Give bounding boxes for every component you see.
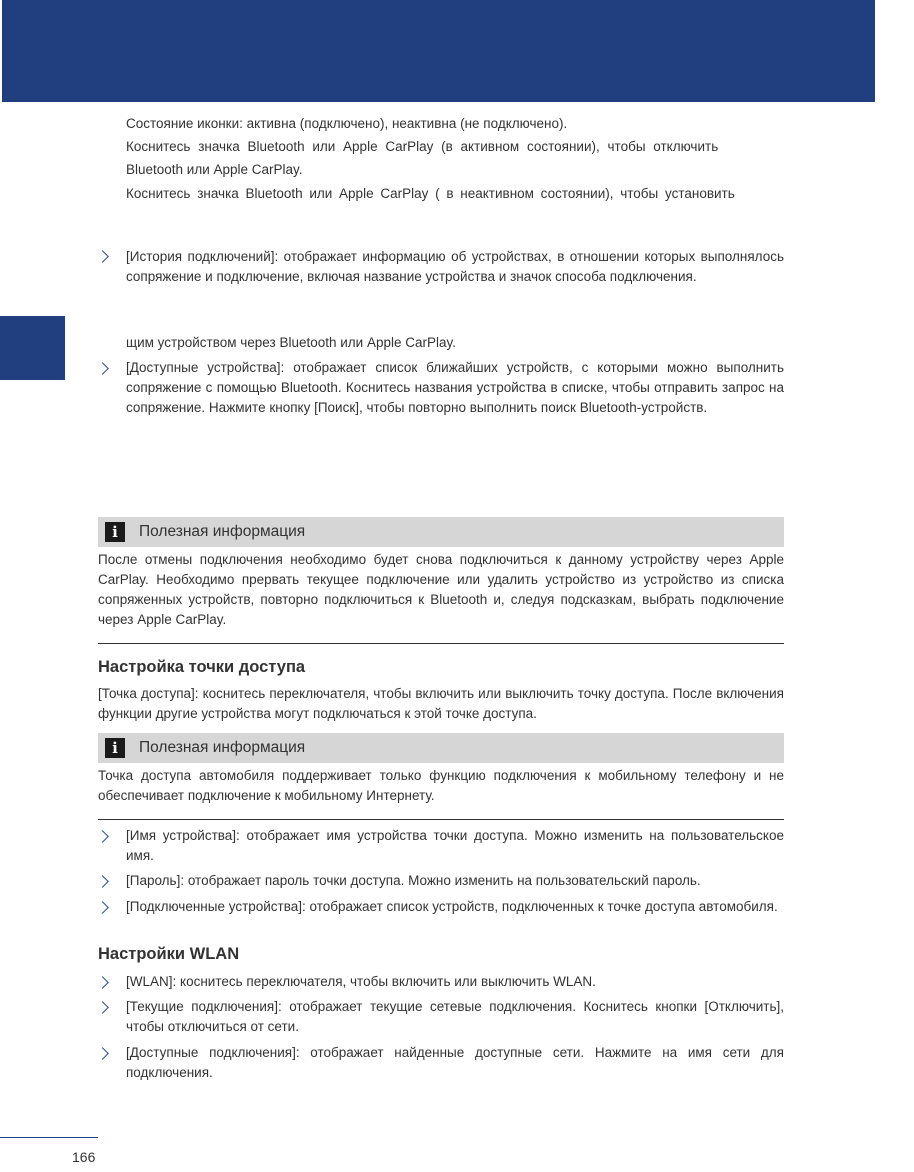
list-item-available-connections: [Доступные подключения]: отображает найденные доступные сети. Нажмите на имя сети для подключения.: [126, 1045, 784, 1080]
divider: [98, 643, 784, 644]
current-device-text: щим устройством через Bluetooth или Apple CarPlay.: [126, 335, 457, 350]
info-box-header: [98, 733, 784, 763]
info-icon: i: [105, 738, 125, 758]
list-item-wlan: [WLAN]: коснитесь переключателя, чтобы включить или выключить WLAN.: [126, 974, 596, 989]
divider: [98, 819, 784, 820]
chevron-right-icon: [98, 246, 107, 267]
chevron-right-icon: [98, 358, 107, 379]
history-item-text: [История подключений]: отображает информацию об устройствах, в отношении которых выполнялось сопряжение и подключение, включая название устройства и значок способа подключения.: [126, 249, 784, 284]
list-item-password: [Пароль]: отображает пароль точки доступа. Можно изменить на пользовательский пароль.: [126, 873, 701, 888]
list-item-connected-devices: [Подключенные устройства]: отображает список устройств, подключенных к точке доступа автомобиля.: [126, 899, 778, 914]
chevron-right-icon: [98, 897, 107, 918]
header-band: [2, 0, 875, 102]
info-box-title: Полезная информация: [139, 739, 306, 756]
chevron-right-icon: [98, 871, 107, 892]
info-box-text: Точка доступа автомобиля поддерживает только функцию подключения к мобильному телефону и не обеспечивает подключение к мобильному Интернету.: [98, 768, 784, 803]
info-box-header: [98, 517, 784, 547]
list-item-current-connections: [Текущие подключения]: отображает текущие сетевые подключения. Коснитесь кнопки [Отключить], чтобы отключиться от сети.: [126, 999, 784, 1034]
tap-connect-text: Коснитесь значка Bluetooth или Apple CarPlay ( в неактивном состоянии), чтобы установить: [126, 186, 735, 201]
section-heading-hotspot: Настройка точки доступа: [98, 658, 306, 676]
list-item-device-name: [Имя устройства]: отображает имя устройства точки доступа. Можно изменить на пользовательское имя.: [126, 828, 784, 863]
info-box-title: Полезная информация: [139, 523, 306, 540]
info-box-text: После отмены подключения необходимо будет снова подключиться к данному устройству через Apple CarPlay. Необходимо прервать текущее подключение или удалить устройство из устройство из списка сопряженных устройств, повторно подключиться к Bluetooth и, следуя подсказкам, выбрать подключение через Apple CarPlay.: [98, 552, 784, 627]
chevron-right-icon: [98, 997, 107, 1018]
chevron-right-icon: [98, 972, 107, 993]
footer-divider: [0, 1137, 98, 1138]
chapter-side-tab: [0, 316, 65, 380]
chevron-right-icon: [98, 826, 107, 847]
page-number: 166: [72, 1149, 96, 1165]
tap-disconnect-text-cont: Bluetooth или Apple CarPlay.: [126, 162, 303, 177]
info-icon: i: [105, 522, 125, 542]
chevron-right-icon: [98, 1043, 107, 1064]
section-heading-wlan: Настройки WLAN: [98, 945, 240, 963]
icon-state-text: Состояние иконки: активна (подключено), неактивна (не подключено).: [126, 116, 568, 131]
hotspot-text: [Точка доступа]: коснитесь переключателя, чтобы включить или выключить точку доступа. После включения функции другие устройства могут подключаться к этой точке доступа.: [98, 686, 784, 721]
available-devices-text: [Доступные устройства]: отображает список ближайших устройств, с которыми можно выполнить сопряжение с помощью Bluetooth. Коснитесь названия устройства в списке, чтобы отправить запрос на сопряжение. Нажмите кнопку [Поиск], чтобы повторно выполнить поиск Bluetooth-устройств.: [126, 360, 784, 415]
tap-disconnect-text: Коснитесь значка Bluetooth или Apple CarPlay (в активном состоянии), чтобы отключить: [126, 139, 719, 154]
